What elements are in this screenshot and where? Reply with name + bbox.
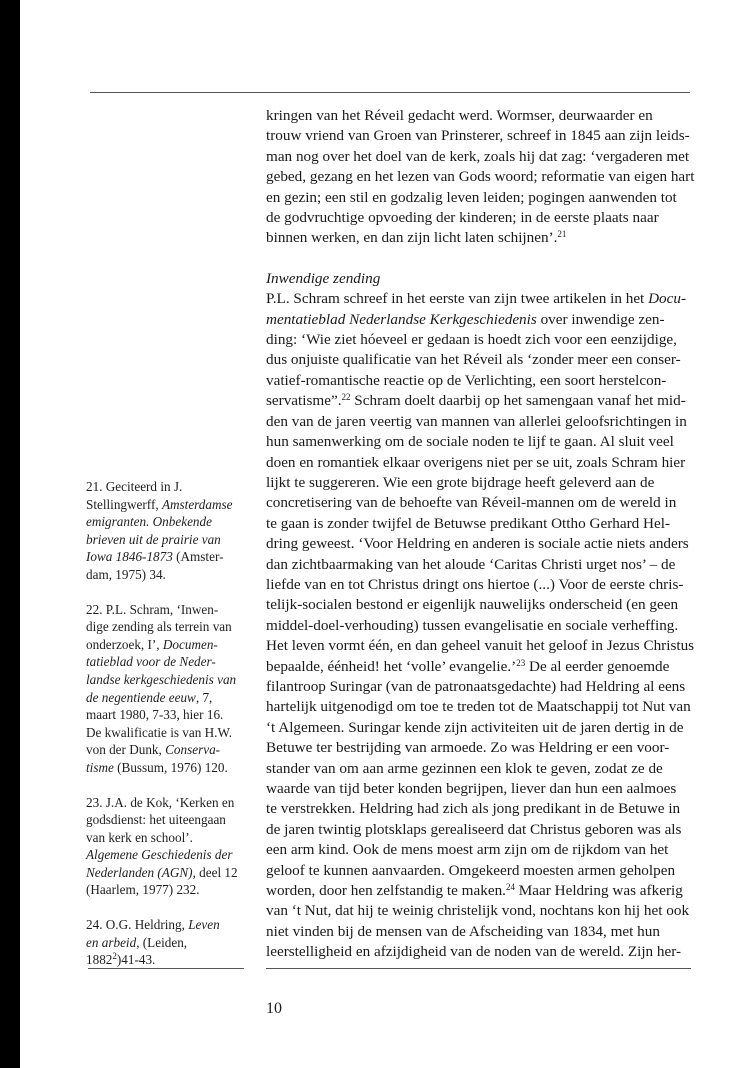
footnote-line: [86, 741, 254, 759]
footnote: [86, 916, 254, 969]
text-run: concretisering van de behoefte van Réveil-mannen om de wereld in: [266, 494, 677, 512]
body-line: [266, 738, 691, 758]
text-run: hartelijk uitgenodigd om toe te treden tot de Maatschappij tot Nut van: [266, 698, 691, 716]
text-run: vatief-romantische reactie op de Verlichting, een soort herstelcon-: [266, 371, 667, 389]
text-run: man nog over het doel van de kerk, zoals hij dat zag: ‘vergaderen met: [266, 147, 690, 165]
text-run: 1882: [86, 952, 113, 968]
footnote-line: [86, 706, 254, 724]
text-run: trouw vriend van Groen van Prinsterer, schreef in 1845 aan zijn leids-: [266, 127, 690, 145]
body-line: [266, 697, 691, 717]
text-run: niet vinden bij de mensen van de Afscheiding van 1834, met hun: [266, 922, 660, 940]
text-run: dam, 1975) 34.: [86, 566, 166, 582]
text-run: , 7,: [195, 689, 213, 705]
text-run: , deel 12: [192, 864, 238, 880]
text-run: ding: ‘Wie ziet hóeveel er gedaan is hoedt zich voor een eenzijdige,: [266, 331, 677, 349]
text-run: Schram doelt daarbij op het samengaan vanaf het mid-: [350, 392, 686, 410]
text-run: en gezin; een stil en godzalig leven leiden; pogingen aanwenden tot: [266, 188, 677, 206]
footnote-ref: 23: [516, 657, 526, 668]
footnotes-bottom-rule: [88, 968, 244, 969]
text-run: van kerk en school’.: [86, 829, 193, 845]
text-run: te gaan is zonder twijfel de Betuwse predikant Ottho Gerhard Hel-: [266, 514, 671, 532]
text-run: liefde van en tot Christus dringt ons hiertoe (...) Voor de eerste chris-: [266, 575, 684, 593]
body-line: [266, 269, 691, 289]
footnote-line: [86, 811, 254, 829]
footnote-line: [86, 513, 254, 531]
binding-edge: [0, 0, 20, 1068]
italic-text: Leven: [188, 917, 220, 933]
footnote: [86, 601, 254, 777]
footnote-line: [86, 759, 254, 777]
body-line: [266, 881, 691, 901]
text-run: bepaalde, éénheid! het ‘volle’ evangelie.’: [266, 657, 517, 675]
text-run: 21. Geciteerd in J.: [86, 479, 183, 494]
text-run: een arm kind. Ook de mens moest arm zijn om de rijkdom van het: [266, 841, 669, 859]
text-run: van ‘t Nut, dat hij te weinig christelijk vond, nochtans kon hij het ook: [266, 902, 690, 920]
text-run: Betuwe ter bestrijding van armoede. Zo was Heldring er een voor-: [266, 739, 670, 757]
body-line: [266, 289, 691, 309]
text-run: te verstrekken. Heldring had zich als jong predikant in de Betuwe in: [266, 800, 681, 818]
text-run: kringen van het Réveil gedacht werd. Wormser, deurwaarder en: [266, 107, 653, 124]
footnote-line: [86, 724, 254, 742]
body-line: [266, 942, 691, 962]
body-line: [266, 922, 691, 942]
body-line: [266, 371, 691, 391]
text-run: telijk-socialen bestond er eigenlijk nauwelijks onderscheid (en geen: [266, 596, 679, 614]
footnote-line: [86, 531, 254, 549]
body-line: [266, 228, 691, 248]
italic-text: Algemene Geschiedenis der: [86, 847, 233, 863]
text-run: Stellingwerff,: [86, 496, 162, 512]
footnote-line: [86, 864, 254, 882]
italic-text: Amsterdamse: [161, 496, 233, 512]
body-line: [266, 167, 695, 187]
text-run: Het leven vormt één, en dan geheel vanuit het geloof in Jezus Christus: [266, 637, 695, 655]
italic-text: Conserva-: [165, 742, 221, 758]
body-line: [266, 147, 691, 167]
body-line: [266, 514, 691, 534]
footnote-line: [86, 671, 254, 689]
italic-text: tatieblad voor de Neder-: [86, 654, 216, 670]
text-run: 22. P.L. Schram, ‘Inwen-: [86, 601, 219, 617]
text-run: gebed, gezang en het lezen van Gods woord; reformatie van eigen hart: [266, 168, 695, 186]
footnote-line: [86, 548, 254, 566]
footnote-line: [86, 496, 254, 514]
italic-text: de negentiende eeuw: [86, 689, 196, 705]
footnote-line: [86, 951, 254, 969]
text-run: (Amster-: [172, 549, 224, 565]
footnote-line: [86, 478, 254, 496]
body-line: [266, 820, 691, 840]
body-line: [266, 412, 691, 432]
text-run: leerstelligheid en afzijdigheid van de noden van de wereld. Zijn her-: [266, 943, 682, 961]
text-run: maart 1980, 7-33, hier 16.: [86, 707, 224, 723]
text-run: de jaren twintig plotsklaps gerealiseerd dat Christus geboren was als: [266, 820, 682, 838]
italic-text: mentatieblad Nederlandse Kerkgeschiedenis: [266, 310, 537, 328]
text-run: middel-doel-verhouding) tussen evangelisatie en sociale verheffing.: [266, 616, 679, 634]
footnote-ref: 21: [557, 229, 567, 240]
body-line: [266, 677, 691, 697]
text-run: servatisme”.: [266, 392, 342, 410]
body-line: [266, 861, 691, 881]
text-run: ‘t Algemeen. Suringar kende zijn activiteiten uit de jaren dertig in de: [266, 718, 684, 736]
footnote-ref: 24: [505, 882, 515, 893]
body-line: [266, 106, 691, 126]
text-run: De al eerder genoemde: [525, 657, 670, 675]
body-line: [266, 534, 691, 554]
body-line: [266, 575, 691, 595]
italic-text: Iowa 1846-1873: [86, 549, 173, 565]
text-run: de godvruchtige opvoeding der kinderen; in de eerste plaats naar: [266, 209, 659, 227]
body-line: [266, 208, 691, 228]
body-line: [266, 799, 691, 819]
text-run: worden, door hen zelfstandig te maken.: [266, 882, 506, 900]
body-line: [266, 473, 691, 493]
main-text-column: [266, 106, 695, 963]
body-line: [266, 595, 691, 615]
footnote-line: [86, 916, 254, 934]
text-run: dus onjuiste qualificatie van het Réveil als ‘zonder meer een conser-: [266, 351, 681, 369]
footnote-line: [86, 653, 254, 671]
footnote-line: [86, 846, 254, 864]
text-run: doen en romantiek elkaar overigens niet per se uit, zoals Schram hier: [266, 453, 686, 471]
text-run: (Haarlem, 1977) 232.: [86, 882, 200, 898]
italic-text: Documen-: [162, 636, 218, 652]
italic-text: en arbeid: [86, 934, 137, 950]
body-line: [266, 840, 691, 860]
footnote-line: [86, 636, 254, 654]
italic-text: brieven uit de prairie van: [86, 531, 221, 547]
body-bottom-rule: [266, 968, 691, 969]
text-run: binnen werken, en dan zijn licht laten schijnen’.: [266, 229, 558, 247]
text-run: lijkt te suggereren. Wie een grote bijdrage heeft geleverd aan de: [266, 473, 655, 491]
footnote-line: [86, 881, 254, 899]
text-run: dige zending als terrein van: [86, 619, 232, 635]
footnote-ref: 2: [112, 951, 117, 962]
body-line: [266, 759, 691, 779]
italic-text: Docu-: [648, 290, 687, 308]
footnotes-column: [86, 478, 254, 986]
footnote-line: [86, 934, 254, 952]
italic-text: tisme: [86, 759, 114, 775]
body-line: [266, 493, 691, 513]
body-line: [266, 350, 691, 370]
italic-text: landse kerkgeschiedenis van: [86, 671, 237, 687]
body-line: [266, 779, 691, 799]
body-line: [266, 188, 691, 208]
body-line: [266, 330, 691, 350]
footnote-line: [86, 794, 254, 812]
text-run: 23. J.A. de Kok, ‘Kerken en: [86, 794, 235, 810]
text-run: stander van om aan arme gezinnen een klok te geven, zodat ze de: [266, 759, 663, 777]
page-number: 10: [266, 1000, 282, 1017]
italic-text: emigranten. Onbekende: [86, 514, 212, 530]
footnote-line: [86, 601, 254, 619]
text-run: Maar Heldring was afkerig: [514, 882, 683, 900]
footnote-line: [86, 829, 254, 847]
italic-text: Nederlanden (AGN): [86, 864, 193, 880]
footnote-ref: 22: [341, 392, 351, 403]
text-run: von der Dunk,: [86, 742, 166, 758]
text-run: over inwendige zen-: [536, 310, 665, 328]
text-run: filantroop Suringar (van de patronaatsgedachte) had Heldring al eens: [266, 677, 686, 695]
body-line: [266, 310, 691, 330]
text-run: waarde van tijd beter konden begrijpen, liever dan hun een aalmoes: [266, 780, 677, 797]
text-run: )41-43.: [116, 952, 156, 968]
text-run: dan zichtbaarmaking van het aloude ‘Caritas Christi urget nos’ – de: [266, 555, 676, 573]
text-run: De kwalificatie is van H.W.: [86, 724, 232, 740]
body-line: [266, 391, 691, 411]
text-run: 24. O.G. Heldring,: [86, 917, 189, 933]
body-line: [266, 616, 691, 636]
footnote-line: [86, 566, 254, 584]
body-line: [266, 555, 691, 575]
section-heading: Inwendige zending: [266, 269, 381, 287]
body-line: [266, 718, 691, 738]
text-run: (Bussum, 1976) 120.: [113, 759, 228, 775]
text-run: godsdienst: het uiteengaan: [86, 812, 226, 828]
text-run: onderzoek, I’,: [86, 636, 163, 652]
footnote-line: [86, 618, 254, 636]
body-line: [266, 901, 691, 921]
footnote-line: [86, 689, 254, 707]
body-line: [266, 432, 691, 452]
body-line: [266, 636, 695, 656]
paragraph-gap: [266, 249, 691, 269]
body-line: [266, 657, 691, 677]
top-rule: [90, 92, 690, 93]
text-run: hun samenwerking om de sociale noden te lijf te gaan. Al sluit veel: [266, 433, 674, 451]
footnote: [86, 794, 254, 900]
body-line: [266, 126, 691, 146]
text-run: geloof te kunnen aanvaarden. Omgekeerd moesten armen geholpen: [266, 861, 676, 879]
text-run: dring geweest. ‘Voor Heldring en anderen is sociale actie niets anders: [266, 535, 689, 553]
text-run: P.L. Schram schreef in het eerste van zijn twee artikelen in het: [266, 290, 649, 308]
footnote: [86, 478, 254, 584]
text-run: , (Leiden,: [136, 934, 188, 950]
body-line: [266, 453, 691, 473]
text-run: den van de jaren veertig van mannen van allerlei geloofsrichtingen in: [266, 412, 687, 430]
